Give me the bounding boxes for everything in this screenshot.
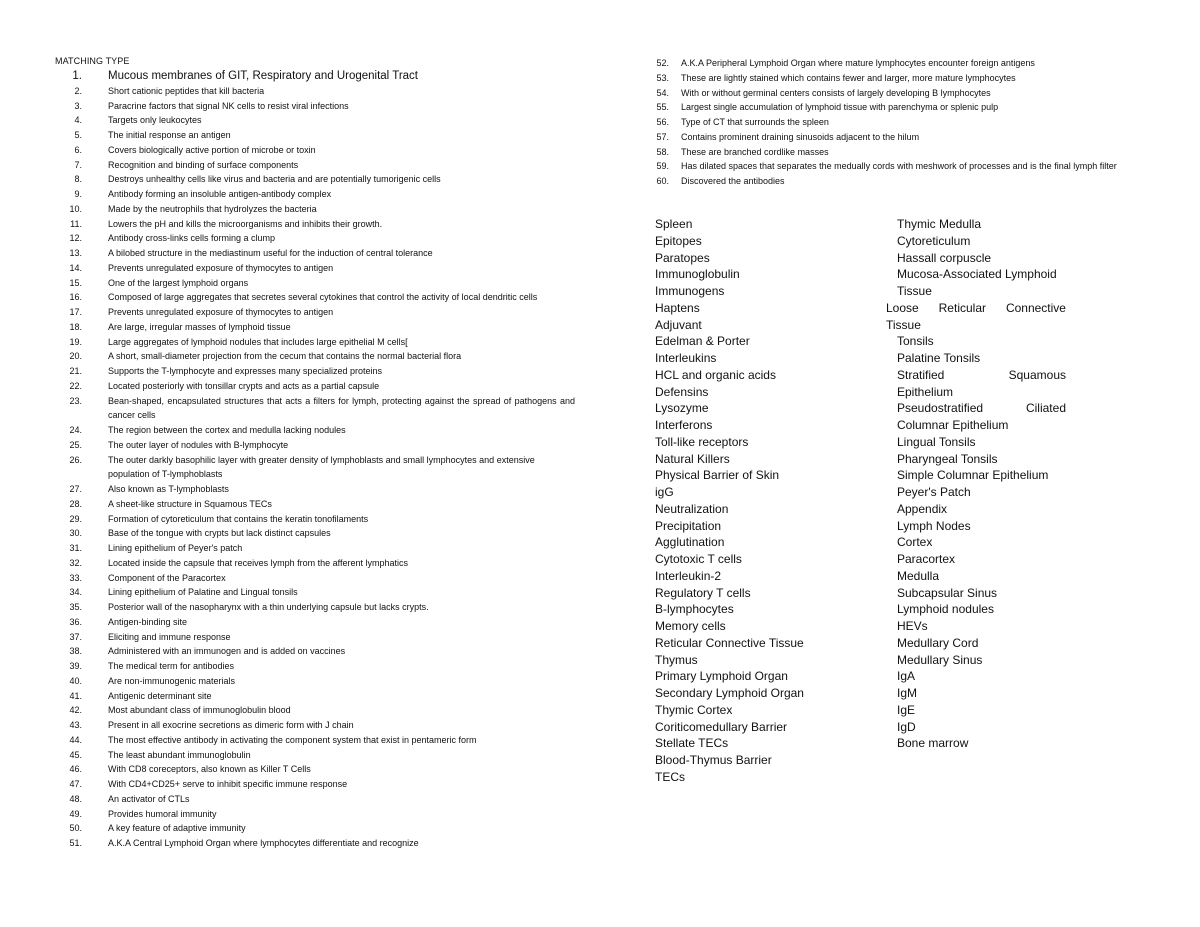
question-item (55, 99, 575, 114)
answer-word: Loose (886, 300, 919, 315)
answer-item: igG (655, 485, 674, 499)
answer-item: Paratopes (655, 250, 710, 265)
question-item (55, 217, 575, 232)
question-number: 29. (69, 513, 82, 524)
answer-item: Tissue (897, 284, 932, 298)
question-item (55, 261, 575, 276)
question-item (652, 130, 1147, 145)
answer-item: Precipitation (655, 518, 722, 533)
question-item (55, 836, 575, 851)
question-number: 27. (69, 484, 82, 494)
answer-item: Adjuvant (655, 317, 702, 332)
answer-item (886, 300, 1066, 317)
answer-item: IgM (897, 686, 918, 700)
question-item (55, 497, 575, 512)
question-item (55, 600, 575, 615)
answer-word: Ciliated (1025, 401, 1066, 416)
question-number: 46. (69, 764, 82, 775)
question-text: Lining epithelium of Palatine and Lingual tonsils (108, 587, 298, 598)
question-text: Bean-shaped, encapsulated structures that acts a filters for lymph, protecting against the spread of pathogens and cancer cells (108, 395, 575, 421)
answer-item: Medullary Sinus (897, 652, 983, 667)
question-text: Present in all exocrine secretions as dimeric form with J chain (108, 720, 354, 730)
answer-item: IgD (897, 719, 916, 734)
question-item (55, 674, 575, 689)
question-number: 43. (69, 720, 82, 730)
question-item (55, 571, 575, 586)
question-text: Located posteriorly with tonsillar crypts and acts as a partial capsule (108, 380, 380, 391)
question-number: 10. (69, 203, 82, 214)
answer-item: Appendix (897, 501, 948, 516)
question-text: The medical term for antibodies (108, 661, 235, 671)
question-item (55, 187, 575, 202)
answer-item: Hassall corpuscle (897, 250, 992, 265)
answer-item: Simple Columnar Epithelium (897, 468, 1049, 483)
question-item (55, 644, 575, 659)
question-item (55, 172, 575, 187)
question-number: 34. (69, 587, 82, 598)
question-text: Posterior wall of the nasopharynx with a thin underlying capsule but lacks crypts. (108, 602, 429, 612)
question-text: Base of the tongue with crypts but lack distinct capsules (108, 528, 331, 539)
question-number: 14. (69, 262, 82, 273)
question-text: Located inside the capsule that receives lymph from the afferent lymphatics (108, 557, 408, 568)
question-item (55, 113, 575, 128)
question-text: Most abundant class of immunoglobulin blood (108, 705, 291, 716)
question-number: 58. (656, 146, 669, 157)
question-item (55, 69, 575, 84)
answer-item: Pharyngeal Tonsils (897, 451, 998, 466)
question-item (652, 100, 1147, 115)
question-item (55, 320, 575, 335)
answer-item: Neutralization (655, 501, 729, 516)
question-text: Recognition and binding of surface components (108, 159, 299, 170)
answer-item: Lymph Nodes (897, 518, 971, 533)
answer-item: Thymic Medulla (897, 217, 982, 231)
answer-item: Regulatory T cells (655, 585, 751, 600)
question-number: 45. (69, 749, 82, 760)
question-item (55, 689, 575, 704)
question-item (55, 526, 575, 541)
answer-item: Immunoglobulin (655, 267, 740, 282)
question-number: 48. (69, 793, 82, 804)
question-text: A key feature of adaptive immunity (108, 823, 246, 834)
question-text: Type of CT that surrounds the spleen (681, 117, 829, 127)
answer-item: Thymic Cortex (655, 702, 733, 717)
question-number: 56. (656, 117, 669, 127)
question-item (55, 276, 575, 291)
question-item (652, 159, 1147, 174)
answer-item: Secondary Lymphoid Organ (655, 686, 804, 700)
question-item (55, 335, 575, 350)
question-number: 18. (69, 321, 82, 332)
answer-item: Reticular Connective Tissue (655, 635, 804, 650)
answer-item: Cortex (897, 535, 933, 550)
answer-item: Epithelium (897, 384, 954, 399)
question-list-right (652, 56, 1147, 189)
answer-word: Reticular (938, 300, 986, 315)
question-item (55, 512, 575, 527)
question-item (55, 777, 575, 792)
question-text: Mucous membranes of GIT, Respiratory and Urogenital Tract (108, 70, 418, 82)
question-text: Paracrine factors that signal NK cells to resist viral infections (108, 100, 349, 111)
question-number: 4. (74, 115, 82, 126)
question-item (55, 305, 575, 320)
question-text: With or without germinal centers consists of largely developing B lymphocytes (681, 87, 991, 98)
answer-item: Coriticomedullary Barrier (655, 719, 788, 734)
answer-word: Connective (1005, 300, 1066, 315)
answer-item: Blood-Thymus Barrier (655, 753, 772, 767)
question-number: 39. (69, 661, 82, 671)
answer-item: Medullary Cord (897, 635, 979, 650)
question-number: 9. (74, 189, 82, 199)
question-text: Administered with an immunogen and is added on vaccines (108, 646, 346, 657)
question-number: 21. (69, 366, 82, 376)
answer-item: TECs (655, 769, 685, 784)
question-number: 49. (69, 808, 82, 819)
question-text: A bilobed structure in the mediastinum useful for the induction of central tolerance (108, 248, 433, 258)
question-number: 36. (69, 616, 82, 627)
question-number: 44. (69, 734, 82, 745)
question-number: 22. (69, 380, 82, 391)
question-item (55, 364, 575, 379)
question-item (55, 290, 575, 305)
question-item (55, 143, 575, 158)
answer-item: Physical Barrier of Skin (655, 468, 780, 483)
question-number: 55. (656, 102, 669, 113)
question-text: Short cationic peptides that kill bacteria (108, 85, 265, 96)
question-text: Eliciting and immune response (108, 631, 231, 642)
question-text: Large aggregates of lymphoid nodules that includes large epithelial M cells[ (108, 336, 408, 347)
answer-word: Squamous (1008, 367, 1066, 382)
answer-item: Interferons (655, 418, 713, 432)
answer-item: Defensins (655, 384, 709, 399)
answer-word: Pseudostratified (897, 401, 984, 416)
answer-list-right (886, 216, 1066, 752)
answer-item: Epitopes (655, 233, 702, 248)
question-item (55, 792, 575, 807)
question-text: Are large, irregular masses of lymphoid tissue (108, 321, 291, 332)
question-text: Component of the Paracortex (108, 572, 226, 583)
answer-item: Palatine Tonsils (897, 351, 981, 365)
answer-item: Haptens (655, 300, 700, 315)
question-number: 13. (69, 248, 82, 258)
question-item (652, 174, 1147, 189)
question-text: A.K.A Central Lymphoid Organ where lymphocytes differentiate and recognize (108, 838, 419, 848)
question-text: Composed of large aggregates that secretes several cytokines that control the activity of local dendritic cells (108, 292, 538, 303)
question-item (55, 246, 575, 261)
question-text: Has dilated spaces that separates the medually cords with meshwork of processes and is the final lymph filter (681, 161, 1117, 172)
question-number: 35. (69, 602, 82, 612)
question-number: 26. (69, 454, 82, 465)
question-item (55, 202, 575, 217)
answer-item: Lysozyme (655, 401, 709, 416)
answer-item: Agglutination (655, 535, 725, 550)
question-item (55, 585, 575, 600)
question-number: 57. (656, 131, 669, 142)
answer-item: Natural Killers (655, 451, 730, 466)
answer-item: Edelman & Porter (655, 334, 750, 349)
answer-item: Bone marrow (897, 736, 969, 751)
question-text: The least abundant immunoglobulin (108, 749, 251, 760)
answer-item: Lymphoid nodules (897, 602, 994, 617)
question-number: 54. (656, 87, 669, 98)
answer-list-left (655, 216, 885, 786)
question-number: 50. (69, 823, 82, 834)
question-item (652, 86, 1147, 101)
answer-item: Cytoreticulum (897, 233, 971, 248)
answer-item: Thymus (655, 652, 698, 667)
answer-item: Paracortex (897, 552, 956, 566)
question-number: 15. (69, 277, 82, 288)
question-item (55, 423, 575, 438)
answer-item: HEVs (897, 619, 928, 633)
question-number: 23. (69, 395, 82, 406)
question-number: 11. (70, 218, 82, 229)
question-number: 5. (74, 130, 82, 140)
question-item (55, 482, 575, 497)
question-number: 3. (74, 100, 82, 111)
question-text: Prevents unregulated exposure of thymocytes to antigen (108, 262, 334, 273)
question-text: A.K.A Peripheral Lymphoid Organ where mature lymphocytes encounter foreign antigens (681, 58, 1035, 68)
question-number: 16. (69, 292, 82, 303)
question-list-left (55, 69, 575, 851)
question-text: The outer darkly basophilic layer with greater density of lymphoblasts and small lymphocytes and extensive population of T-lymphoblasts (108, 454, 535, 480)
question-item (55, 349, 575, 364)
question-text: Destroys unhealthy cells like virus and bacteria and are potentially tumorigenic cells (108, 174, 441, 185)
question-item (652, 145, 1147, 160)
answer-item: Lingual Tonsils (897, 434, 976, 449)
answer-item: Cytotoxic T cells (655, 552, 742, 566)
question-number: 25. (69, 439, 82, 450)
question-number: 53. (656, 72, 669, 83)
question-item (55, 659, 575, 674)
answer-item: IgE (897, 702, 916, 717)
question-number: 41. (69, 690, 82, 701)
question-item (652, 115, 1147, 130)
question-text: The initial response an antigen (108, 130, 231, 140)
answer-item: Memory cells (655, 619, 726, 633)
question-text: Largest single accumulation of lymphoid tissue with parenchyma or splenic pulp (681, 102, 999, 113)
question-number: 31. (69, 543, 82, 553)
question-number: 51. (69, 838, 82, 848)
question-number: 37. (69, 631, 82, 642)
question-item (55, 128, 575, 143)
question-item (55, 821, 575, 836)
question-number: 2. (74, 85, 82, 96)
question-text: Are non-immunogenic materials (108, 675, 236, 686)
answer-item: Tonsils (897, 334, 934, 349)
answer-item: Interleukin-2 (655, 568, 722, 583)
question-number: 40. (69, 675, 82, 686)
question-text: A sheet-like structure in Squamous TECs (108, 498, 272, 509)
question-text: With CD4+CD25+ serve to inhibit specific immune response (108, 779, 348, 789)
answer-item: IgA (897, 669, 916, 684)
question-text: A short, small-diameter projection from the cecum that contains the normal bacterial flora (108, 351, 462, 362)
page-heading: MATCHING TYPE (55, 56, 130, 66)
answer-item: B-lymphocytes (655, 602, 734, 617)
question-item (55, 453, 575, 483)
question-number: 42. (69, 705, 82, 716)
question-text: Also known as T-lymphoblasts (108, 484, 229, 494)
question-number: 33. (69, 572, 82, 583)
question-number: 60. (656, 176, 669, 186)
question-item (652, 56, 1147, 71)
question-item (55, 394, 575, 424)
question-text: An activator of CTLs (108, 793, 190, 804)
question-item (652, 71, 1147, 86)
question-text: These are lightly stained which contains fewer and larger, more mature lymphocytes (681, 72, 1016, 83)
answer-item: Medulla (897, 568, 940, 583)
answer-item: Tissue (886, 317, 921, 332)
question-item (55, 379, 575, 394)
question-item (55, 718, 575, 733)
question-text: These are branched cordlike masses (681, 146, 829, 157)
question-number: 59. (656, 161, 669, 172)
question-text: Made by the neutrophils that hydrolyzes the bacteria (108, 203, 317, 214)
question-text: The most effective antibody in activating the component system that exist in pentameric form (108, 734, 477, 745)
question-text: Discovered the antibodies (681, 176, 785, 186)
answer-item: Spleen (655, 217, 693, 231)
question-text: Supports the T-lymphocyte and expresses many specialized proteins (108, 366, 382, 376)
question-item (55, 733, 575, 748)
question-number: 30. (69, 528, 82, 539)
question-number: 6. (74, 144, 82, 155)
question-text: Antigen-binding site (108, 616, 188, 627)
answer-item (886, 400, 1066, 417)
question-text: One of the largest lymphoid organs (108, 277, 249, 288)
answer-item: Subcapsular Sinus (897, 585, 998, 600)
question-text: Provides humoral immunity (108, 808, 217, 819)
answer-item: Mucosa-Associated Lymphoid (897, 267, 1057, 282)
question-text: Lining epithelium of Peyer's patch (108, 543, 243, 553)
answer-item: Toll-like receptors (655, 434, 749, 449)
question-number: 7. (74, 159, 82, 170)
question-text: Targets only leukocytes (108, 115, 202, 126)
question-item (55, 438, 575, 453)
question-text: Covers biologically active portion of microbe or toxin (108, 144, 316, 155)
question-text: Antibody forming an insoluble antigen-antibody complex (108, 189, 332, 199)
question-text: The outer layer of nodules with B-lymphocyte (108, 439, 289, 450)
answer-word: Stratified (897, 367, 945, 382)
question-number: 38. (69, 646, 82, 657)
answer-item: Stellate TECs (655, 736, 729, 751)
question-item (55, 807, 575, 822)
question-number: 24. (69, 425, 82, 435)
question-number: 19. (69, 336, 82, 347)
question-text: Contains prominent draining sinusoids adjacent to the hilum (681, 131, 920, 142)
question-text: Antibody cross-links cells forming a clump (108, 233, 276, 244)
answer-item (886, 367, 1066, 384)
question-text: Lowers the pH and kills the microorganisms and inhibits their growth. (108, 218, 383, 229)
question-number: 20. (69, 351, 82, 362)
answer-item: HCL and organic acids (655, 367, 776, 382)
question-text: With CD8 coreceptors, also known as Killer T Cells (108, 764, 311, 775)
answer-item: Primary Lymphoid Organ (655, 669, 788, 684)
question-item (55, 556, 575, 571)
question-text: Antigenic determinant site (108, 690, 212, 701)
question-number: 52. (656, 58, 669, 68)
question-number: 28. (69, 498, 82, 509)
question-text: The region between the cortex and medulla lacking nodules (108, 425, 346, 435)
question-item (55, 541, 575, 556)
question-item (55, 84, 575, 99)
answer-item: Columnar Epithelium (897, 418, 1009, 432)
question-item (55, 615, 575, 630)
question-number: 8. (74, 174, 82, 185)
question-item (55, 762, 575, 777)
question-item (55, 158, 575, 173)
answer-item: Immunogens (655, 284, 725, 298)
question-number: 17. (69, 307, 82, 317)
question-item (55, 748, 575, 763)
question-text: Prevents unregulated exposure of thymocytes to antigen (108, 307, 334, 317)
question-number: 1. (72, 70, 82, 82)
question-item (55, 231, 575, 246)
answer-item: Peyer's Patch (897, 485, 971, 499)
question-number: 47. (69, 779, 82, 789)
question-number: 12. (69, 233, 82, 244)
question-item (55, 630, 575, 645)
question-item (55, 703, 575, 718)
question-number: 32. (69, 557, 82, 568)
question-text: Formation of cytoreticulum that contains the keratin tonofilaments (108, 513, 369, 524)
answer-item: Interleukins (655, 351, 717, 365)
